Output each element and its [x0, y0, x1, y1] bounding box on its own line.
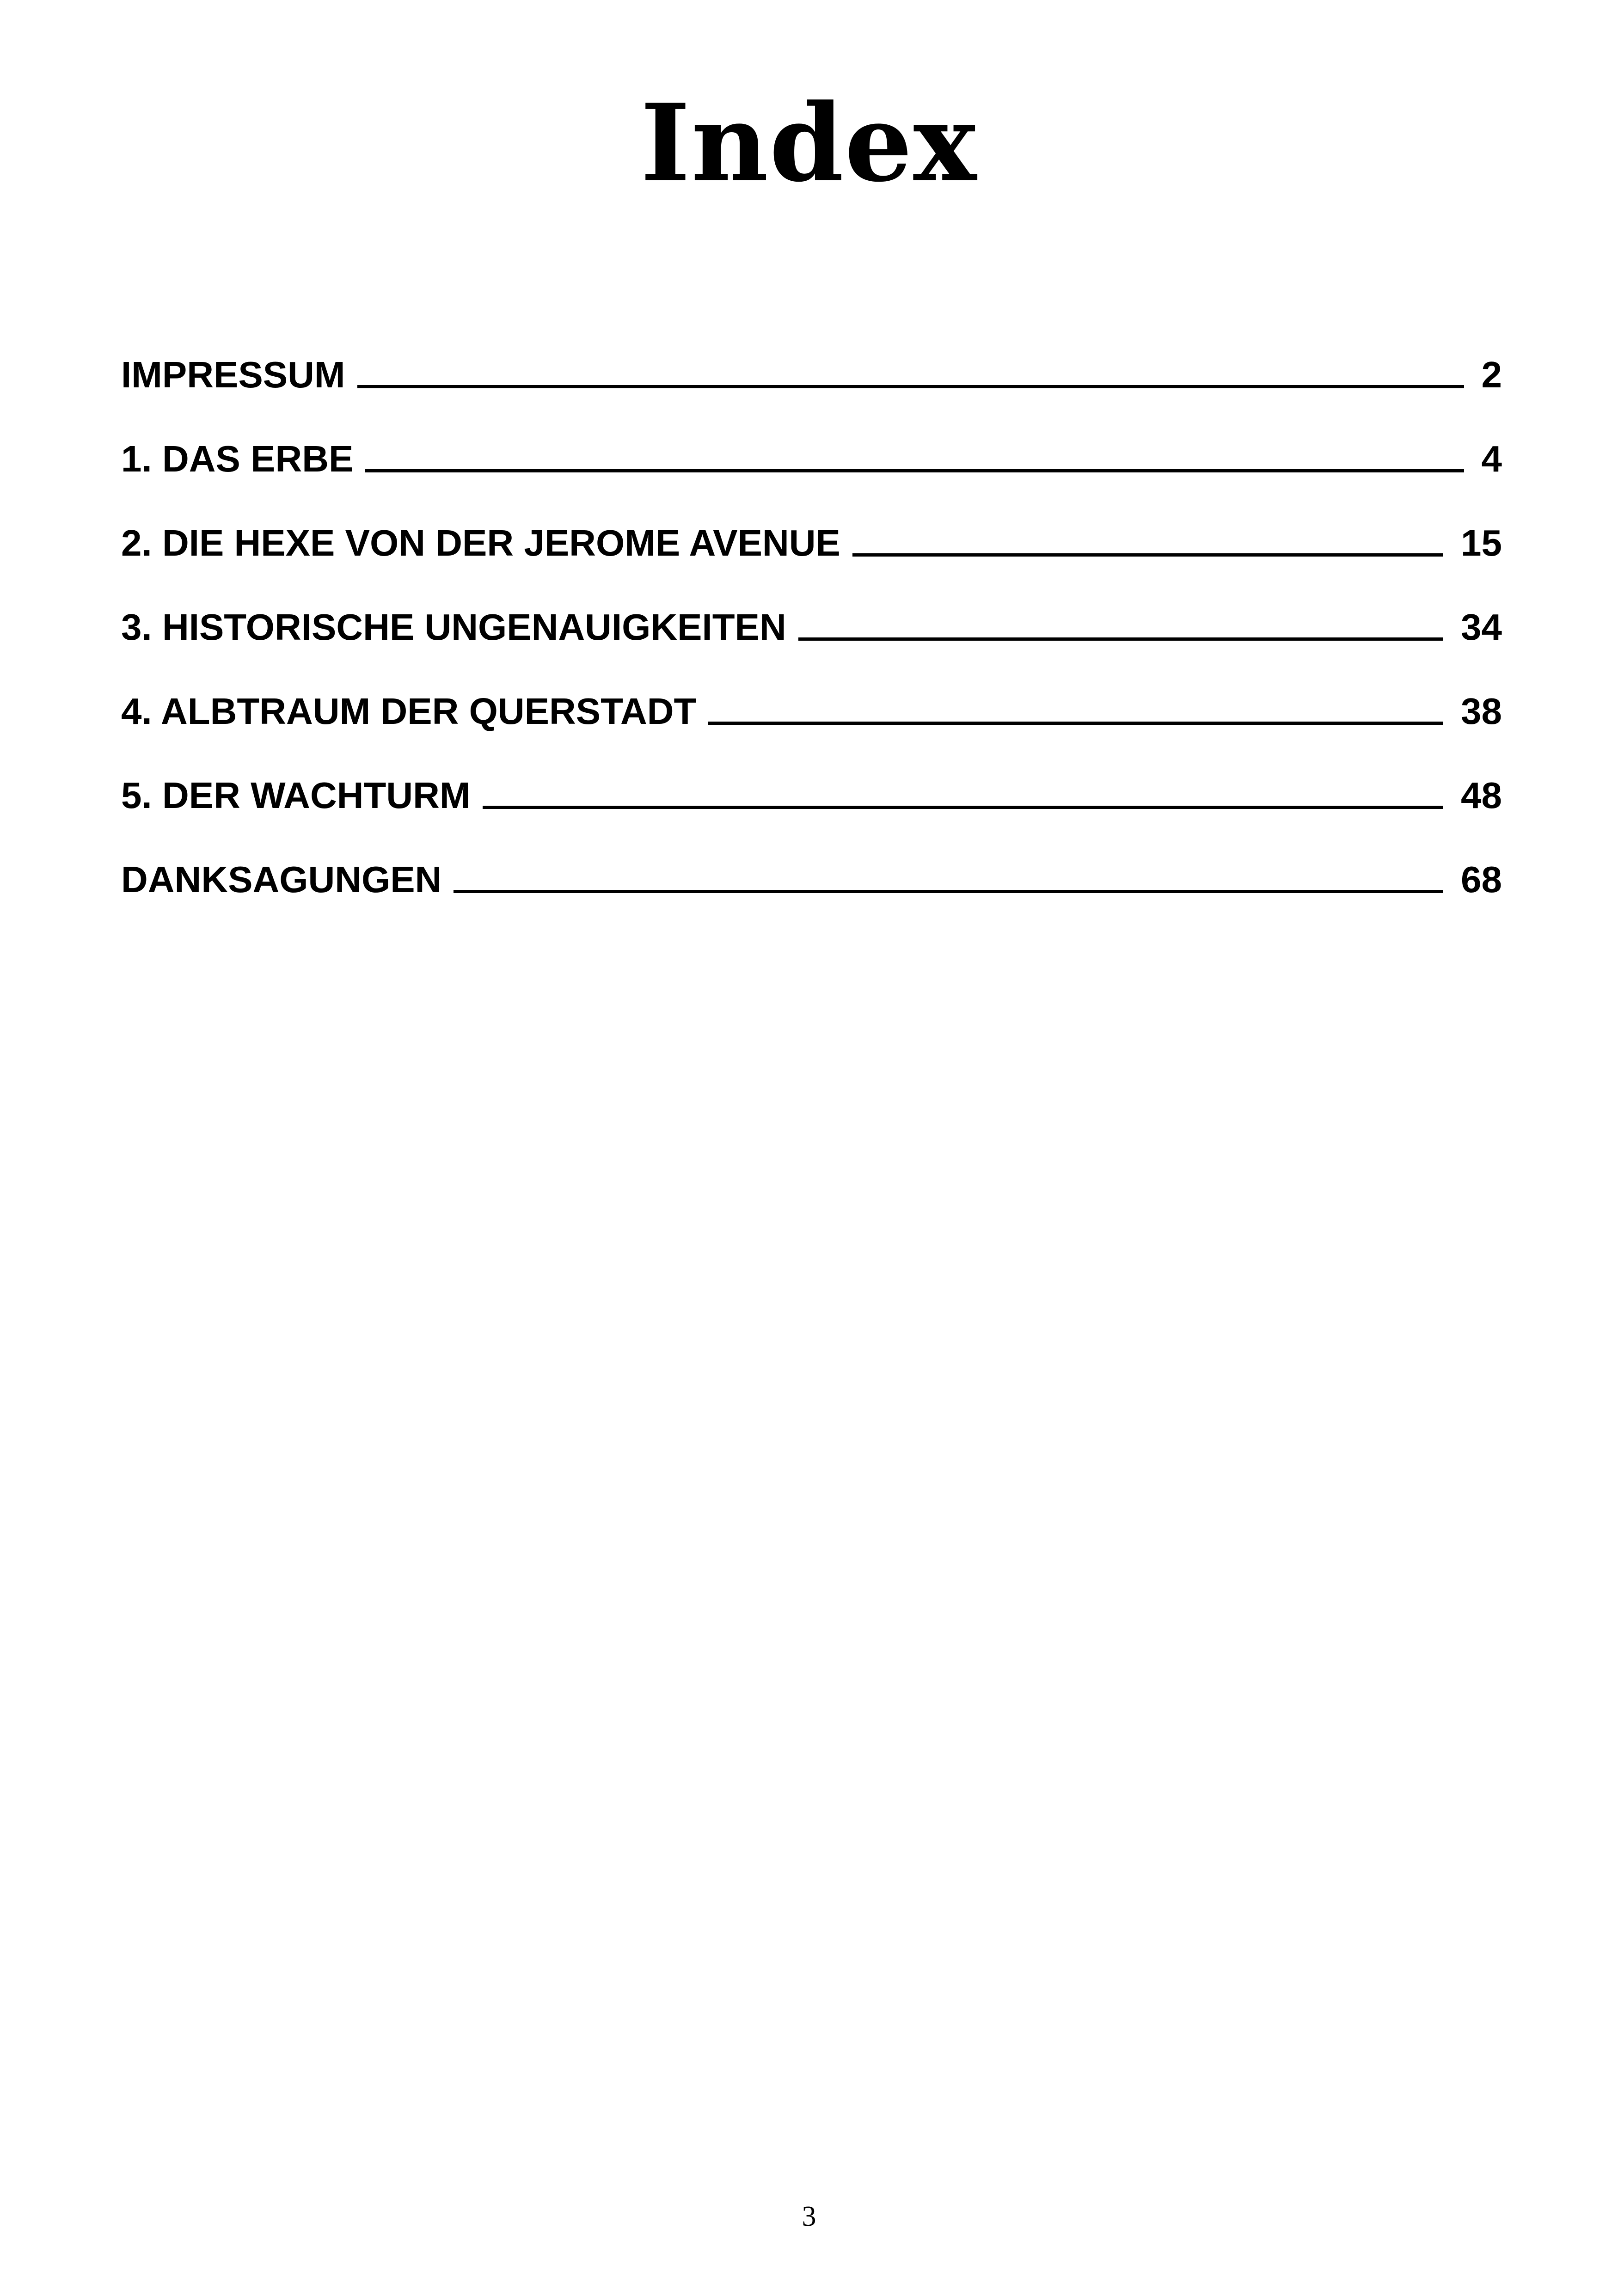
toc-leader-line: [483, 806, 1443, 809]
toc-entry-impressum[interactable]: [121, 333, 1502, 417]
toc-entry-page: 34: [1461, 606, 1502, 648]
toc-entry-danksagungen[interactable]: [121, 838, 1502, 922]
toc-leader-line: [798, 637, 1443, 641]
toc-entry-page: 38: [1461, 691, 1502, 732]
toc-entry-label: DANKSAGUNGEN: [121, 859, 442, 900]
toc-leader-line: [357, 385, 1464, 388]
toc-entry-das-erbe[interactable]: [121, 417, 1502, 501]
toc-entry-albtraum[interactable]: [121, 669, 1502, 753]
toc-entry-page: 4: [1481, 438, 1502, 479]
toc-entry-label: 5. DER WACHTURM: [121, 775, 471, 816]
toc-entry-label: 3. HISTORISCHE UNGENAUIGKEITEN: [121, 606, 786, 648]
toc-entry-page: 48: [1461, 775, 1502, 816]
toc-entry-label: 1. DAS ERBE: [121, 438, 354, 479]
toc-leader-line: [454, 890, 1443, 893]
page-number: 3: [802, 2201, 816, 2232]
toc-entry-label: IMPRESSUM: [121, 354, 345, 395]
toc-entry-label: 2. DIE HEXE VON DER JEROME AVENUE: [121, 522, 840, 563]
page-title: Index: [640, 81, 978, 206]
toc-entry-historische[interactable]: [121, 585, 1502, 669]
toc-leader-line: [365, 469, 1464, 472]
toc-entry-wachturm[interactable]: [121, 753, 1502, 838]
toc-entry-page: 15: [1461, 522, 1502, 563]
toc-entry-die-hexe[interactable]: [121, 501, 1502, 585]
table-of-contents: [121, 333, 1502, 922]
toc-leader-line: [852, 553, 1443, 557]
toc-entry-page: 68: [1461, 859, 1502, 900]
toc-leader-line: [708, 722, 1443, 725]
toc-entry-label: 4. ALBTRAUM DER QUERSTADT: [121, 691, 697, 732]
toc-entry-page: 2: [1481, 354, 1502, 395]
